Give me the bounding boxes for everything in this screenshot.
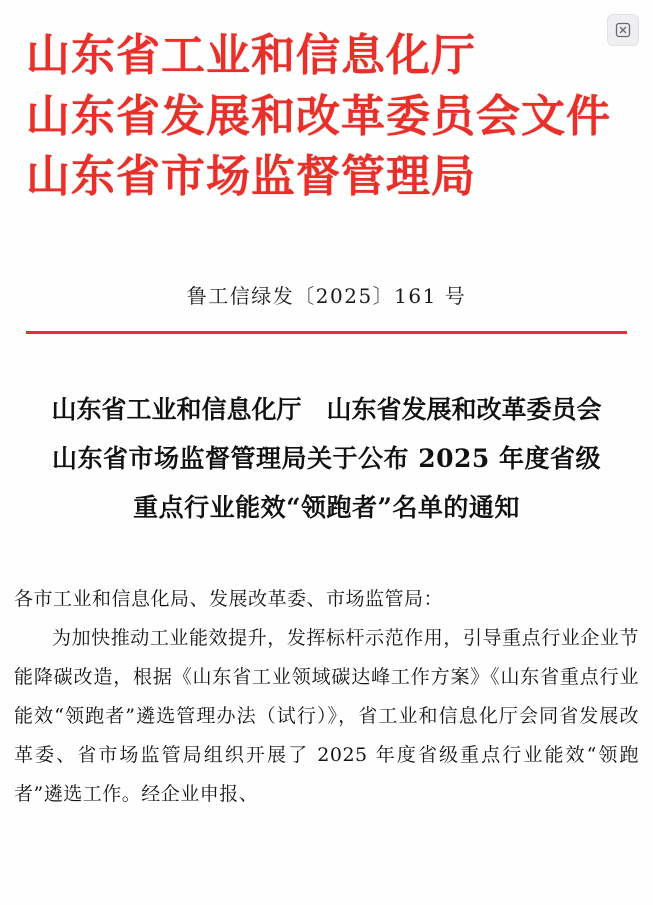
body-paragraph-1: 为加快推动工业能效提升，发挥标杆示范作用，引导重点行业企业节能降碳改造，根据《山东省工业领域碳达峰工作方案》《山东省重点行业能效“领跑者”遴选管理办法（试行）》，省工业和信息化厅会同省发展改革委、省市场监管局组织开展了 2025 年度省级重点行业能效“领跑者”遴选工作。经企业申报、 — [14, 627, 639, 806]
masthead-line-2: 山东省发展和改革委员会文件 — [26, 90, 611, 142]
document-number: 鲁工信绿发〔2025〕161 号 — [186, 284, 467, 309]
title-line-1: 山东省工业和信息化厅 山东省发展和改革委员会 — [51, 395, 602, 425]
close-expand-icon[interactable] — [607, 14, 639, 46]
document-title — [0, 386, 653, 532]
masthead-line-3: 山东省市场监督管理局 — [26, 151, 476, 203]
red-separator-rule — [26, 331, 627, 334]
masthead-line-1: 山东省工业和信息化厅 — [26, 30, 476, 81]
title-line-3: 重点行业能效“领跑者”名单的通知 — [133, 492, 520, 522]
salutation: 各市工业和信息化局、发展改革委、市场监管局： — [14, 588, 444, 611]
document-body — [0, 580, 653, 814]
title-line-2: 山东省市场监督管理局关于公布 2025 年度省级 — [52, 443, 601, 473]
masthead — [0, 0, 653, 208]
